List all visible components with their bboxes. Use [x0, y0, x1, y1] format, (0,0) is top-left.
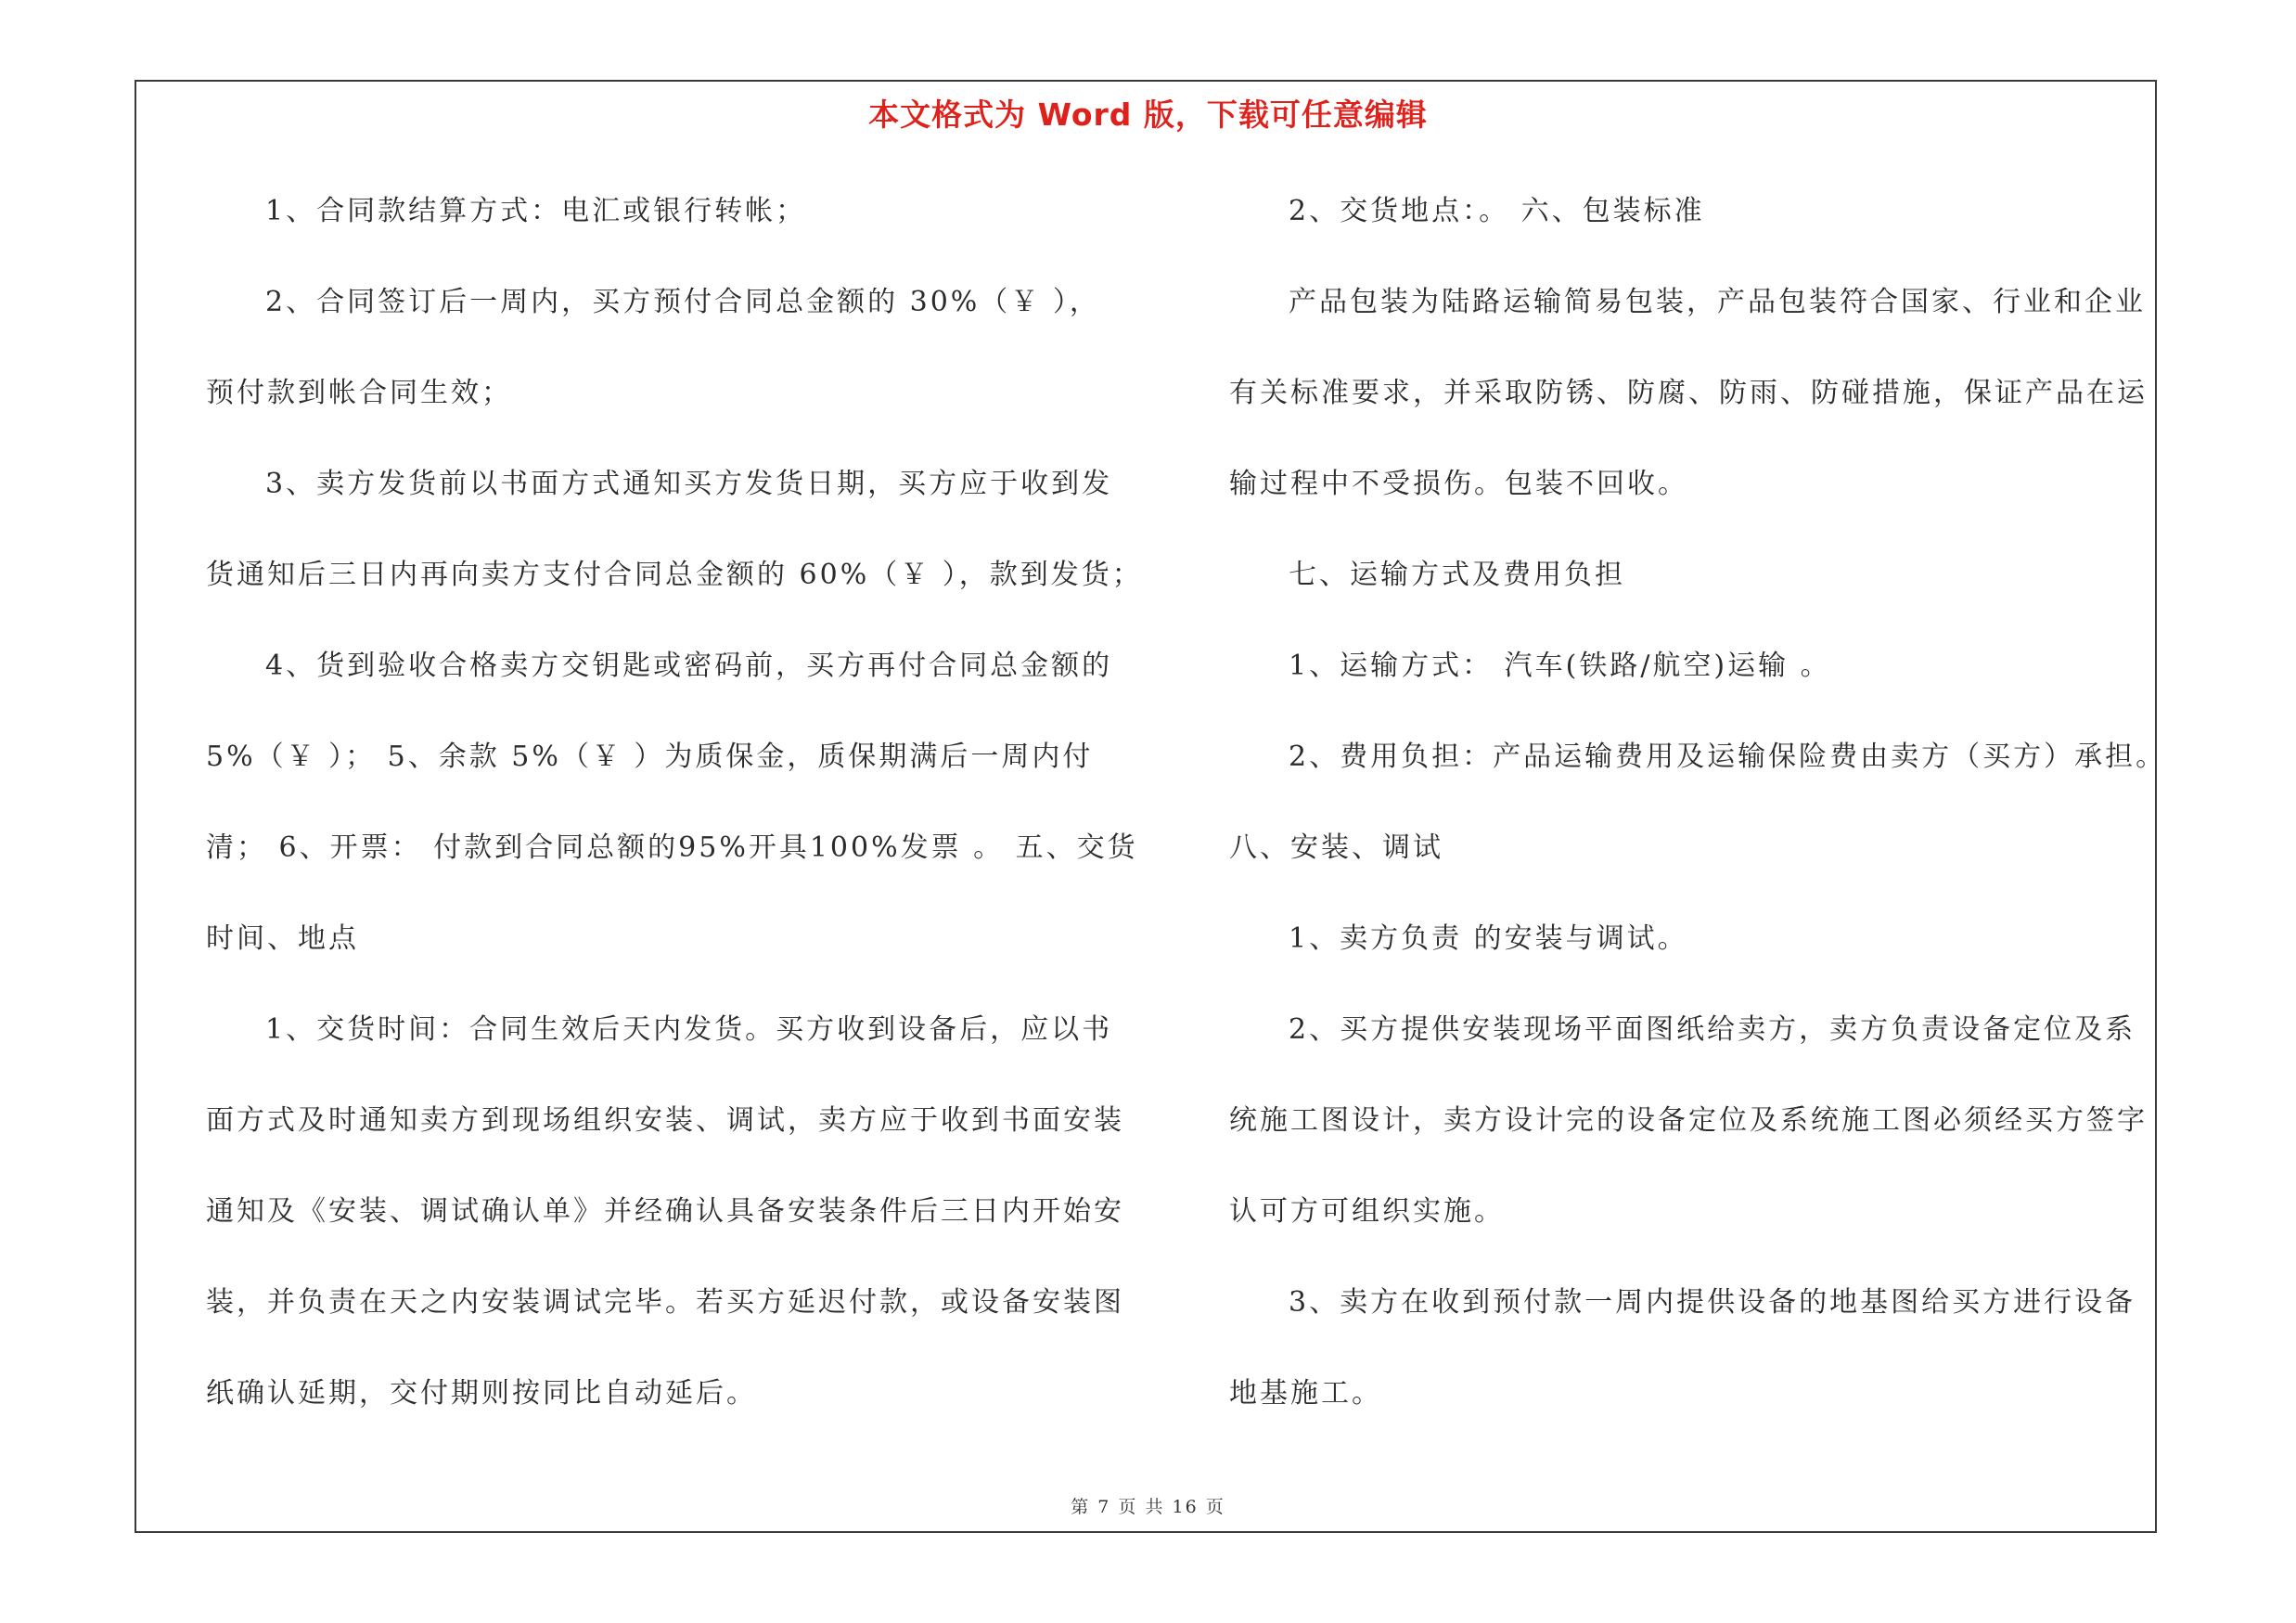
paragraph-line: 面方式及时通知卖方到现场组织安装、调试，卖方应于收到书面安装 — [206, 1104, 1124, 1137]
paragraph-line: 1、交货时间：合同生效后天内发货。买方收到设备后，应以书 — [265, 1013, 1113, 1046]
paragraph-line: 统施工图设计，卖方设计完的设备定位及系统施工图必须经买方签字 — [1229, 1104, 2148, 1137]
paragraph-line: 产品包装为陆路运输简易包装，产品包装符合国家、行业和企业 — [1289, 286, 2146, 318]
paragraph-line: 输过程中不受损伤。包装不回收。 — [1229, 468, 1688, 500]
paragraph-line: 货通知后三日内再向卖方支付合同总金额的 60%（￥ ），款到发货； — [206, 559, 1143, 591]
section-heading: 八、安装、调试 — [1229, 831, 1443, 864]
paragraph-line: 地基施工。 — [1229, 1377, 1382, 1410]
paragraph-line: 2、费用负担：产品运输费用及运输保险费由卖方（买方）承担。 — [1289, 741, 2167, 773]
paragraph-line: 3、卖方在收到预付款一周内提供设备的地基图给买方进行设备 — [1289, 1286, 2136, 1319]
paragraph-line: 有关标准要求，并采取防锈、防腐、防雨、防碰措施，保证产品在运 — [1229, 377, 2148, 409]
paragraph-line: 通知及《安装、调试确认单》并经确认具备安装条件后三日内开始安 — [206, 1195, 1124, 1228]
paragraph-line: 1、卖方负责 的安装与调试。 — [1289, 922, 1688, 955]
paragraph-line: 认可方可组织实施。 — [1229, 1195, 1505, 1228]
paragraph-line: 2、交货地点：。 六、包装标准 — [1289, 195, 1705, 227]
paragraph-line: 1、运输方式： 汽车(铁路/航空)运输 。 — [1289, 650, 1831, 682]
paragraph-line: 5%（￥ ）； 5、余款 5%（￥ ）为质保金，质保期满后一周内付 — [206, 741, 1094, 773]
page-number: 第 7 页 共 16 页 — [1071, 1497, 1225, 1517]
paragraph-line: 装，并负责在天之内安装调试完毕。若买方延迟付款，或设备安装图 — [206, 1286, 1124, 1319]
paragraph-line: 2、合同签订后一周内，买方预付合同总金额的 30%（￥ ）， — [265, 286, 1100, 318]
left-column — [206, 183, 1143, 1456]
word-format-banner: 本文格式为 Word 版，下载可任意编辑 — [868, 97, 1428, 133]
paragraph-line: 1、合同款结算方式：电汇或银行转帐； — [265, 195, 807, 227]
paragraph-line: 3、卖方发货前以书面方式通知买方发货日期，买方应于收到发 — [265, 468, 1113, 500]
right-column — [1229, 183, 2175, 1456]
paragraph-line: 预付款到帐合同生效； — [206, 377, 512, 409]
section-heading: 七、运输方式及费用负担 — [1289, 559, 1625, 591]
paragraph-line: 清； 6、开票： 付款到合同总额的95%开具100%发票 。 五、交货 — [206, 831, 1138, 864]
paragraph-line: 2、买方提供安装现场平面图纸给卖方，卖方负责设备定位及系 — [1289, 1013, 2136, 1046]
paragraph-line: 4、货到验收合格卖方交钥匙或密码前，买方再付合同总金额的 — [265, 650, 1113, 682]
paragraph-line: 时间、地点 — [206, 922, 359, 955]
paragraph-line: 纸确认延期，交付期则按同比自动延后。 — [206, 1377, 757, 1410]
